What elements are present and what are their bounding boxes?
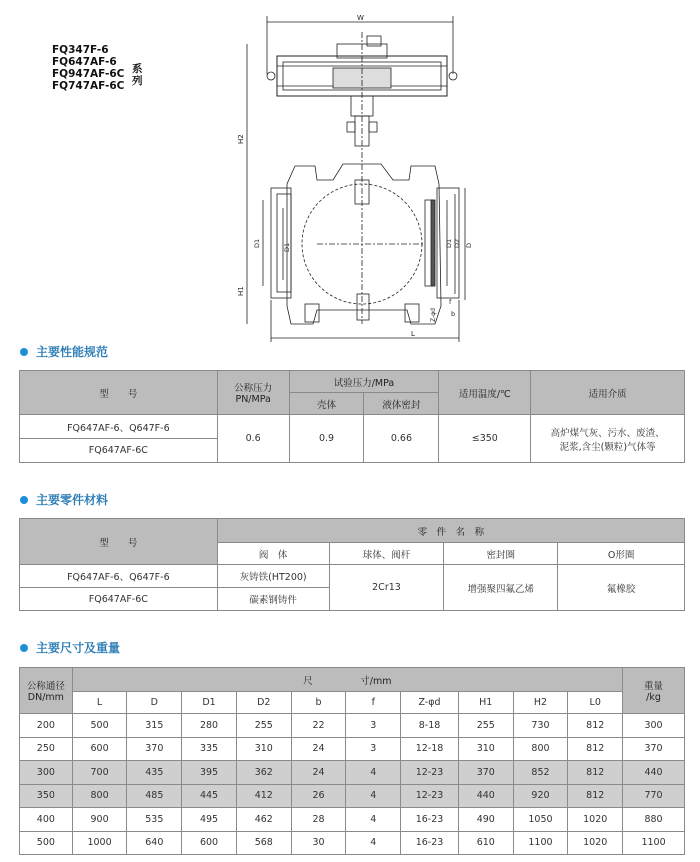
- bullet-dot-icon: [20, 644, 28, 652]
- cell-model: FQ647AF-6、Q647F-6: [20, 565, 218, 588]
- section-materials-title: 主要零件材料: [20, 491, 108, 508]
- section-performance-title: 主要性能规范: [20, 343, 108, 360]
- table-row: [20, 761, 685, 785]
- table-cell: 1100: [623, 831, 685, 855]
- header-col: Z-φd: [401, 692, 459, 714]
- table-cell: 412: [236, 784, 291, 808]
- table-cell: 880: [623, 808, 685, 832]
- table-cell: 1020: [568, 808, 623, 832]
- table-cell: 250: [20, 737, 73, 761]
- header-weight: 重量 /kg: [623, 668, 685, 714]
- cell-model: FQ647AF-6C: [20, 588, 218, 611]
- table-cell: 16-23: [401, 831, 459, 855]
- header-parts: 零 件 名 称: [217, 519, 684, 543]
- table-cell: 600: [72, 737, 127, 761]
- performance-table: [19, 370, 685, 463]
- header-dn: 公称通径 DN/mm: [20, 668, 73, 714]
- table-cell: 852: [513, 761, 568, 785]
- header-col: D2: [236, 692, 291, 714]
- header-col: D1: [182, 692, 237, 714]
- table-cell: 435: [127, 761, 182, 785]
- table-cell: 462: [236, 808, 291, 832]
- table-cell: 280: [182, 714, 237, 738]
- header-col: L0: [568, 692, 623, 714]
- table-row: [20, 808, 685, 832]
- header-col: L: [72, 692, 127, 714]
- table-cell: 22: [291, 714, 346, 738]
- table-cell: 1020: [568, 831, 623, 855]
- label-d1-left: D1: [253, 238, 261, 248]
- table-cell: 200: [20, 714, 73, 738]
- table-cell: 800: [72, 784, 127, 808]
- header-col: f: [346, 692, 401, 714]
- header-model: 型 号: [20, 371, 218, 415]
- table-cell: 255: [236, 714, 291, 738]
- cell-medium: 高炉煤气灰、污水、废渣、 泥浆,含尘(颗粒)气体等: [531, 415, 685, 463]
- label-f: f: [449, 298, 452, 306]
- cell-body: 碳素钢铸件: [217, 588, 329, 611]
- table-cell: 920: [513, 784, 568, 808]
- table-cell: 440: [623, 761, 685, 785]
- header-col: H2: [513, 692, 568, 714]
- table-cell: 500: [72, 714, 127, 738]
- header-temp: 适用温度/℃: [439, 371, 531, 415]
- table-cell: 362: [236, 761, 291, 785]
- model-line: FQ747AF-6C: [52, 80, 125, 92]
- table-cell: 26: [291, 784, 346, 808]
- cell-seal-ring: 增强聚四氟乙烯: [444, 565, 558, 611]
- header-col: D: [127, 692, 182, 714]
- materials-table: [19, 518, 685, 611]
- table-row: [20, 737, 685, 761]
- table-cell: 370: [458, 761, 513, 785]
- table-cell: 12-18: [401, 737, 459, 761]
- table-cell: 1050: [513, 808, 568, 832]
- table-cell: 3: [346, 737, 401, 761]
- header-test-pressure: 试验压力/MPa: [289, 371, 439, 393]
- table-cell: 610: [458, 831, 513, 855]
- table-cell: 255: [458, 714, 513, 738]
- table-cell: 640: [127, 831, 182, 855]
- table-cell: 300: [623, 714, 685, 738]
- table-cell: 495: [182, 808, 237, 832]
- table-row: [20, 714, 685, 738]
- cell-body: 灰铸铁(HT200): [217, 565, 329, 588]
- header-size: 尺 寸/mm: [72, 668, 622, 692]
- table-cell: 300: [20, 761, 73, 785]
- table-cell: 315: [127, 714, 182, 738]
- table-cell: 24: [291, 737, 346, 761]
- table-cell: 730: [513, 714, 568, 738]
- table-cell: 4: [346, 784, 401, 808]
- table-cell: 770: [623, 784, 685, 808]
- table-cell: 812: [568, 714, 623, 738]
- header-body: 阀 体: [217, 543, 329, 565]
- label-h1: H1: [237, 286, 245, 296]
- valve-drawing: [225, 4, 485, 344]
- header-oring: O形圈: [558, 543, 685, 565]
- label-d1-inner: D1: [283, 242, 291, 252]
- table-cell: 700: [72, 761, 127, 785]
- header-col: H1: [458, 692, 513, 714]
- cell-ball: 2Cr13: [329, 565, 444, 611]
- header-seal-ring: 密封圈: [444, 543, 558, 565]
- table-cell: 600: [182, 831, 237, 855]
- table-cell: 3: [346, 714, 401, 738]
- cell-pn: 0.6: [217, 415, 289, 463]
- header-pn: 公称压力 PN/MPa: [217, 371, 289, 415]
- header-shell: 壳体: [289, 393, 364, 415]
- cell-temp: ≤350: [439, 415, 531, 463]
- model-line: FQ347F-6: [52, 44, 109, 56]
- table-cell: 490: [458, 808, 513, 832]
- table-cell: 485: [127, 784, 182, 808]
- table-cell: 1000: [72, 831, 127, 855]
- table-cell: 370: [623, 737, 685, 761]
- cell-shell: 0.9: [289, 415, 364, 463]
- table-cell: 12-23: [401, 761, 459, 785]
- model-list: [52, 44, 143, 92]
- table-cell: 310: [236, 737, 291, 761]
- cell-seal: 0.66: [364, 415, 439, 463]
- table-cell: 350: [20, 784, 73, 808]
- section-dimensions-title: 主要尺寸及重量: [20, 639, 120, 656]
- label-d1-right: D1: [445, 238, 453, 248]
- table-cell: 310: [458, 737, 513, 761]
- cell-model: FQ647AF-6、Q647F-6: [20, 415, 218, 439]
- table-cell: 500: [20, 831, 73, 855]
- table-cell: 16-23: [401, 808, 459, 832]
- table-cell: 28: [291, 808, 346, 832]
- table-cell: 395: [182, 761, 237, 785]
- table-cell: 440: [458, 784, 513, 808]
- bullet-dot-icon: [20, 496, 28, 504]
- label-d2: D2: [453, 238, 461, 248]
- table-cell: 800: [513, 737, 568, 761]
- table-cell: 335: [182, 737, 237, 761]
- model-line: FQ947AF-6C: [52, 68, 125, 80]
- table-cell: 370: [127, 737, 182, 761]
- table-cell: 30: [291, 831, 346, 855]
- table-cell: 812: [568, 737, 623, 761]
- table-cell: 812: [568, 761, 623, 785]
- table-cell: 1100: [513, 831, 568, 855]
- series-suffix: 系列: [132, 63, 143, 87]
- table-cell: 568: [236, 831, 291, 855]
- table-cell: 445: [182, 784, 237, 808]
- dimensions-table: [19, 667, 685, 855]
- bullet-dot-icon: [20, 348, 28, 356]
- table-cell: 400: [20, 808, 73, 832]
- model-line: FQ647AF-6: [52, 56, 117, 68]
- table-cell: 900: [72, 808, 127, 832]
- table-row: [20, 784, 685, 808]
- header-medium: 适用介质: [531, 371, 685, 415]
- table-cell: 535: [127, 808, 182, 832]
- table-cell: 24: [291, 761, 346, 785]
- table-cell: 4: [346, 808, 401, 832]
- header-ball: 球体、阀杆: [329, 543, 444, 565]
- table-cell: 8-18: [401, 714, 459, 738]
- label-l: L: [411, 330, 415, 338]
- cell-model: FQ647AF-6C: [20, 439, 218, 463]
- table-cell: 12-23: [401, 784, 459, 808]
- table-cell: 4: [346, 831, 401, 855]
- table-cell: 812: [568, 784, 623, 808]
- header-seal: 液体密封: [364, 393, 439, 415]
- header-model: 型 号: [20, 519, 218, 565]
- label-b: b: [451, 310, 456, 318]
- cell-oring: 氟橡胶: [558, 565, 685, 611]
- label-h2: H2: [237, 134, 245, 144]
- header-col: b: [291, 692, 346, 714]
- label-d: D: [465, 242, 473, 248]
- label-z: Z-φd: [430, 308, 437, 322]
- table-cell: 4: [346, 761, 401, 785]
- table-row: [20, 831, 685, 855]
- label-w: W: [357, 14, 364, 22]
